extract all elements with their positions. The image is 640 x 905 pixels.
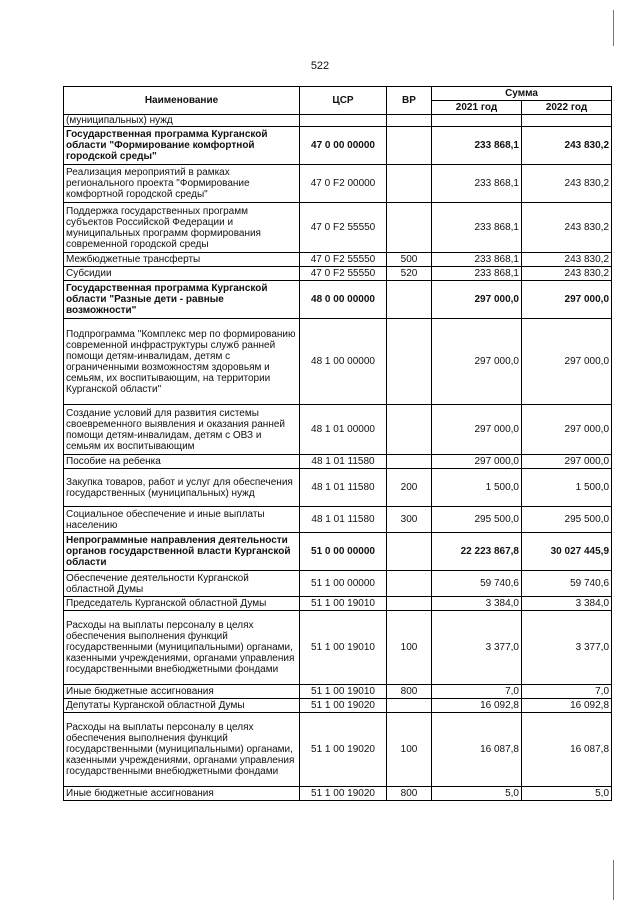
cell-vr: 800: [387, 685, 432, 699]
cell-csr: 51 0 00 00000: [300, 533, 387, 571]
table-row: [64, 253, 612, 267]
cell-sum-2021: 3 377,0: [432, 611, 522, 685]
cell-sum-2021: 295 500,0: [432, 507, 522, 533]
table-row: [64, 713, 612, 787]
cell-vr: [387, 699, 432, 713]
cell-csr: 48 1 01 11580: [300, 469, 387, 507]
cell-vr: [387, 319, 432, 405]
table-row: [64, 203, 612, 253]
cell-sum-2022: 243 830,2: [522, 253, 612, 267]
cell-name: Пособие на ребенка: [64, 455, 300, 469]
cell-sum-2022: [522, 115, 612, 127]
cell-csr: 51 1 00 00000: [300, 571, 387, 597]
header-vr: ВР: [387, 87, 432, 115]
cell-vr: [387, 165, 432, 203]
cell-csr: [300, 115, 387, 127]
table-body: [64, 115, 612, 801]
table-row: [64, 281, 612, 319]
cell-sum-2022: 243 830,2: [522, 267, 612, 281]
cell-sum-2021: 297 000,0: [432, 405, 522, 455]
cell-vr: 100: [387, 611, 432, 685]
cell-sum-2022: 243 830,2: [522, 165, 612, 203]
cell-name: Расходы на выплаты персоналу в целях обеспечения выполнения функций государственными (муниципальными) органами, казенными учреждениями, органами управления государственными внебюджетными фондами: [64, 713, 300, 787]
cell-sum-2022: 7,0: [522, 685, 612, 699]
cell-sum-2022: 295 500,0: [522, 507, 612, 533]
cell-sum-2022: 297 000,0: [522, 455, 612, 469]
cell-sum-2021: 16 087,8: [432, 713, 522, 787]
cell-sum-2022: 1 500,0: [522, 469, 612, 507]
cell-sum-2022: 243 830,2: [522, 127, 612, 165]
cell-name: Подпрограмма "Комплекс мер по формированию современной инфраструктуры служб ранней помощи детям-инвалидам, детям с ограниченными возможностям здоровьям и семьям, их воспитывающим, на территории Курганской области": [64, 319, 300, 405]
cell-csr: 48 0 00 00000: [300, 281, 387, 319]
cell-name: Обеспечение деятельности Курганской областной Думы: [64, 571, 300, 597]
table-row: [64, 597, 612, 611]
table-row: [64, 319, 612, 405]
header-csr: ЦСР: [300, 87, 387, 115]
cell-sum-2022: 16 092,8: [522, 699, 612, 713]
cell-csr: 51 1 00 19010: [300, 597, 387, 611]
header-year-2022: 2022 год: [522, 101, 612, 115]
cell-vr: [387, 405, 432, 455]
cell-name: Расходы на выплаты персоналу в целях обеспечения выполнения функций государственными (муниципальными) органами, казенными учреждениями, органами управления государственными внебюджетными фондами: [64, 611, 300, 685]
table-row: [64, 115, 612, 127]
table-row: [64, 127, 612, 165]
cell-sum-2021: 297 000,0: [432, 281, 522, 319]
cell-sum-2021: 7,0: [432, 685, 522, 699]
cell-sum-2022: 3 377,0: [522, 611, 612, 685]
table-row: [64, 571, 612, 597]
cell-csr: 48 1 00 00000: [300, 319, 387, 405]
cell-csr: 48 1 01 00000: [300, 405, 387, 455]
cell-sum-2022: 5,0: [522, 787, 612, 801]
cell-csr: 51 1 00 19010: [300, 611, 387, 685]
cell-sum-2021: 16 092,8: [432, 699, 522, 713]
cell-sum-2021: 233 868,1: [432, 253, 522, 267]
cell-vr: 800: [387, 787, 432, 801]
cell-sum-2021: 3 384,0: [432, 597, 522, 611]
cell-sum-2021: 233 868,1: [432, 267, 522, 281]
cell-name: Государственная программа Курганской области "Формирование комфортной городской среды": [64, 127, 300, 165]
cell-name: Социальное обеспечение и иные выплаты населению: [64, 507, 300, 533]
table-row: [64, 533, 612, 571]
scan-edge-mark: [613, 10, 614, 46]
table-row: [64, 165, 612, 203]
cell-csr: 47 0 00 00000: [300, 127, 387, 165]
header-name: Наименование: [64, 87, 300, 115]
cell-csr: 47 0 F2 55550: [300, 267, 387, 281]
cell-vr: 520: [387, 267, 432, 281]
header-year-2021: 2021 год: [432, 101, 522, 115]
table-row: [64, 685, 612, 699]
table-row: [64, 611, 612, 685]
cell-vr: [387, 281, 432, 319]
cell-sum-2022: 3 384,0: [522, 597, 612, 611]
cell-sum-2022: 30 027 445,9: [522, 533, 612, 571]
cell-name: Реализация мероприятий в рамках регионального проекта "Формирование комфортной городской среды": [64, 165, 300, 203]
cell-name: Непрограммные направления деятельности органов государственной власти Курганской области: [64, 533, 300, 571]
cell-name: Межбюджетные трансферты: [64, 253, 300, 267]
cell-vr: [387, 115, 432, 127]
cell-name: Закупка товаров, работ и услуг для обеспечения государственных (муниципальных) нужд: [64, 469, 300, 507]
cell-vr: 200: [387, 469, 432, 507]
cell-sum-2021: 233 868,1: [432, 203, 522, 253]
cell-sum-2021: 233 868,1: [432, 127, 522, 165]
table-row: [64, 405, 612, 455]
cell-vr: [387, 533, 432, 571]
cell-sum-2021: 297 000,0: [432, 455, 522, 469]
cell-sum-2021: 1 500,0: [432, 469, 522, 507]
table-row: [64, 469, 612, 507]
cell-sum-2022: 16 087,8: [522, 713, 612, 787]
cell-vr: [387, 127, 432, 165]
cell-vr: [387, 455, 432, 469]
cell-name: (муниципальных) нужд: [64, 115, 300, 127]
header-sum: Сумма: [432, 87, 612, 101]
cell-vr: [387, 571, 432, 597]
table-row: [64, 507, 612, 533]
cell-sum-2022: 297 000,0: [522, 319, 612, 405]
cell-csr: 47 0 F2 55550: [300, 253, 387, 267]
table-row: [64, 699, 612, 713]
table-row: [64, 787, 612, 801]
cell-name: Депутаты Курганской областной Думы: [64, 699, 300, 713]
scan-edge-mark: [613, 860, 614, 900]
cell-name: Государственная программа Курганской области "Разные дети - равные возможности": [64, 281, 300, 319]
cell-csr: 48 1 01 11580: [300, 455, 387, 469]
cell-sum-2021: [432, 115, 522, 127]
budget-table: [63, 86, 612, 801]
cell-vr: 300: [387, 507, 432, 533]
table-row: [64, 455, 612, 469]
cell-name: Поддержка государственных программ субъектов Российской Федерации и муниципальных программ формирования современной городской среды: [64, 203, 300, 253]
cell-vr: 500: [387, 253, 432, 267]
cell-sum-2021: 297 000,0: [432, 319, 522, 405]
cell-name: Создание условий для развития системы своевременного выявления и оказания ранней помощи детям-инвалидам, детям с ОВЗ и семьям их воспитывающим: [64, 405, 300, 455]
cell-sum-2021: 233 868,1: [432, 165, 522, 203]
page-number: 522: [310, 60, 330, 72]
table-row: [64, 267, 612, 281]
cell-csr: 51 1 00 19020: [300, 787, 387, 801]
cell-csr: 51 1 00 19010: [300, 685, 387, 699]
cell-csr: 48 1 01 11580: [300, 507, 387, 533]
cell-sum-2022: 297 000,0: [522, 405, 612, 455]
cell-vr: 100: [387, 713, 432, 787]
cell-name: Председатель Курганской областной Думы: [64, 597, 300, 611]
cell-sum-2022: 243 830,2: [522, 203, 612, 253]
cell-name: Иные бюджетные ассигнования: [64, 685, 300, 699]
cell-name: Иные бюджетные ассигнования: [64, 787, 300, 801]
cell-sum-2021: 59 740,6: [432, 571, 522, 597]
cell-csr: 51 1 00 19020: [300, 699, 387, 713]
cell-csr: 47 0 F2 00000: [300, 165, 387, 203]
cell-sum-2021: 5,0: [432, 787, 522, 801]
cell-sum-2022: 59 740,6: [522, 571, 612, 597]
cell-sum-2021: 22 223 867,8: [432, 533, 522, 571]
cell-vr: [387, 203, 432, 253]
cell-name: Субсидии: [64, 267, 300, 281]
cell-csr: 47 0 F2 55550: [300, 203, 387, 253]
cell-csr: 51 1 00 19020: [300, 713, 387, 787]
cell-vr: [387, 597, 432, 611]
cell-sum-2022: 297 000,0: [522, 281, 612, 319]
